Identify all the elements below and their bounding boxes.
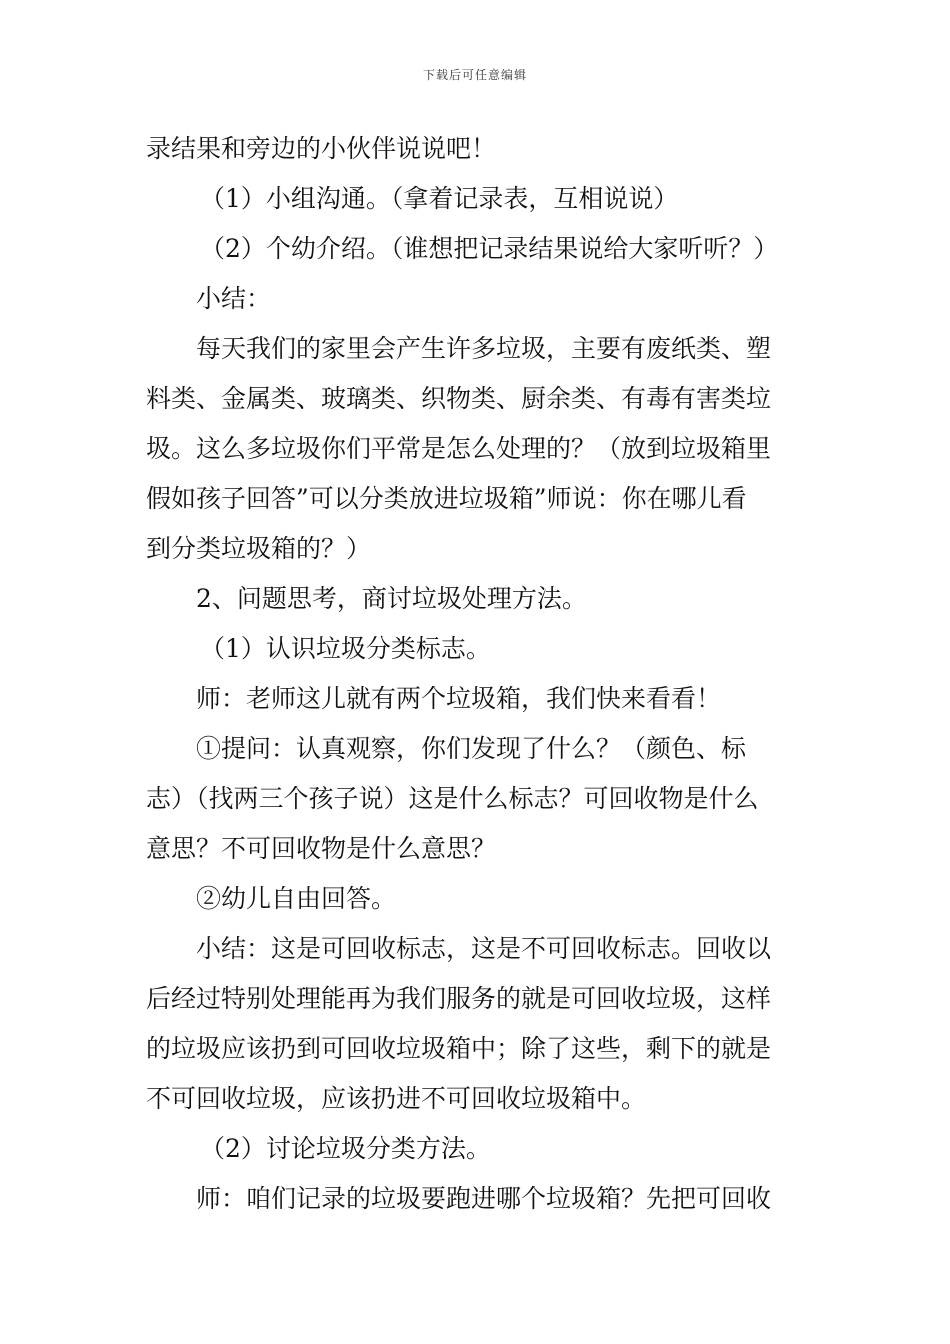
text-line: 假如孩子回答”可以分类放进垃圾箱”师说：你在哪儿看 [146,484,747,513]
text-line: 录结果和旁边的小伙伴说说吧！ [146,134,497,163]
text-line: 每天我们的家里会产生许多垃圾，主要有废纸类、塑 [196,334,772,363]
page-header: 下载后可任意编辑 [422,68,527,82]
text-line: 小结：这是可回收标志，这是不可回收标志。回收以 [196,934,772,963]
text-line: （2）个幼介绍。（谁想把记录结果说给大家听听？） [200,234,779,263]
text-line: 意思？不可回收物是什么意思？ [146,834,497,863]
text-line: （2）讨论垃圾分类方法。 [200,1134,491,1163]
text-line: 圾。这么多垃圾你们平常是怎么处理的？（放到垃圾箱里 [146,434,772,463]
text-line: 2、问题思考，商讨垃圾处理方法。 [196,584,587,613]
text-line: 料类、金属类、玻璃类、织物类、厨余类、有毒有害类垃 [146,384,772,413]
text-line: 志）（找两三个孩子说）这是什么标志？可回收物是什么 [146,784,759,813]
text-line: 不可回收垃圾，应该扔进不可回收垃圾箱中。 [146,1084,647,1113]
text-line: （1）小组沟通。（拿着记录表，互相说说） [200,184,679,213]
text-line: 师：老师这儿就有两个垃圾箱，我们快来看看！ [196,684,722,713]
text-line: 师：咱们记录的垃圾要跑进哪个垃圾箱？先把可回收 [196,1184,772,1213]
text-line: 到分类垃圾箱的？） [146,534,372,563]
text-line: 的垃圾应该扔到可回收垃圾箱中；除了这些，剩下的就是 [146,1034,772,1063]
document-body [146,124,808,1224]
text-line: 后经过特别处理能再为我们服务的就是可回收垃圾，这样 [146,984,772,1013]
text-line: （1）认识垃圾分类标志。 [200,634,491,663]
text-line: ①提问：认真观察，你们发现了什么？（颜色、标 [196,734,747,763]
text-line: 小结： [196,284,272,313]
text-line: ②幼儿自由回答。 [196,884,397,913]
